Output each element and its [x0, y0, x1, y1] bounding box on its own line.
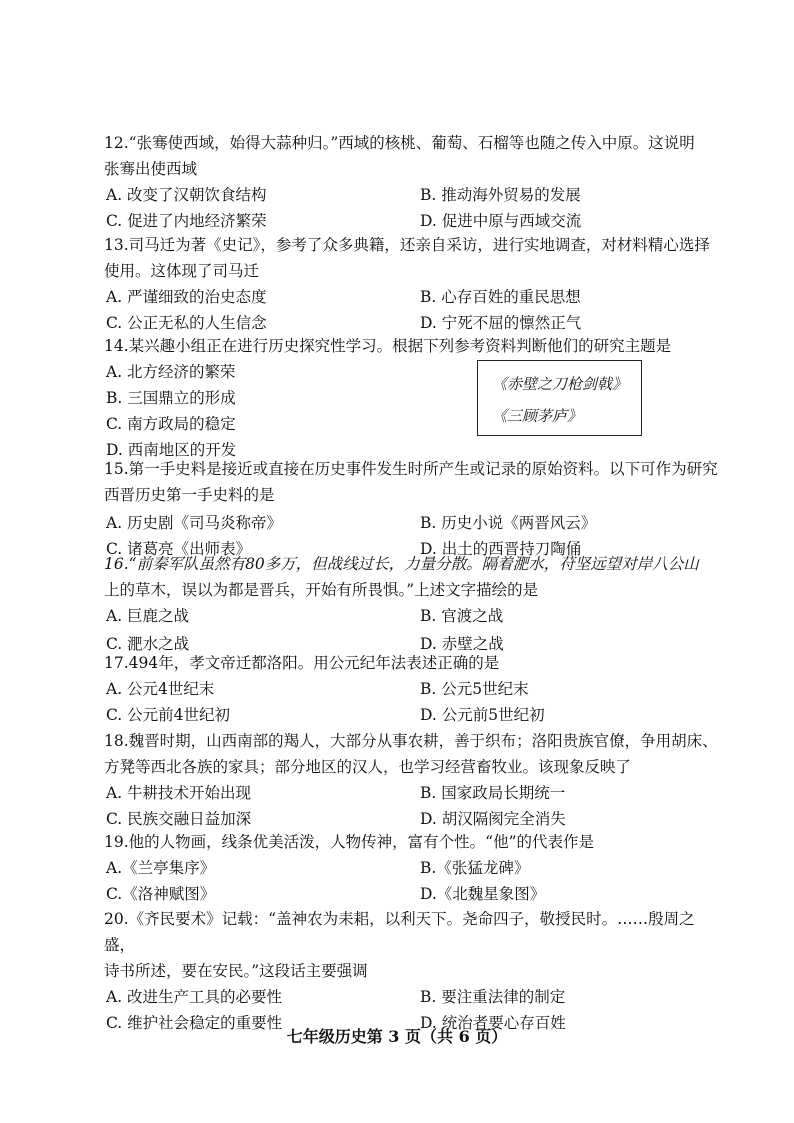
option-b[interactable]: B. 历史小说《两晋风云》 [420, 514, 597, 532]
option-d[interactable]: D. 公元前5世纪初 [420, 706, 545, 724]
option-d[interactable]: D. 出土的西晋持刀陶俑 [420, 540, 582, 558]
option-b[interactable]: B. 要注重法律的制定 [420, 988, 566, 1006]
question-17 [104, 650, 724, 724]
option-c[interactable]: C. 淝水之战 [106, 635, 190, 653]
option-a[interactable]: A. 改进生产工具的必要性 [106, 988, 283, 1006]
question-stem-line: 张骞出使西域 [104, 160, 198, 178]
reference-item: 《三顾茅庐》 [492, 407, 583, 425]
reference-materials-box [477, 360, 642, 436]
option-b[interactable]: B. 公元5世纪末 [420, 680, 529, 698]
option-a[interactable]: A. 巨鹿之战 [106, 607, 190, 625]
option-c[interactable]: C. 南方政局的稳定 [106, 415, 236, 433]
option-d[interactable]: D. 宁死不屈的懔然正气 [420, 314, 582, 332]
page-footer: 七年级历史第 3 页（共 6 页） [286, 1027, 508, 1046]
question-stem-line: 诗书所述，要在安民。”这段话主要强调 [104, 962, 368, 980]
option-a[interactable]: A. 改变了汉朝饮食结构 [106, 186, 267, 204]
option-b[interactable]: B.《张猛龙碑》 [420, 859, 530, 877]
question-20 [104, 906, 724, 1032]
question-19 [104, 829, 724, 903]
question-stem-line: 西晋历史第一手史料的是 [104, 486, 275, 504]
option-b[interactable]: B. 推动海外贸易的发展 [420, 186, 581, 204]
question-stem-line: 上的草木，误以为都是晋兵，开始有所畏惧。”上述文字描绘的是 [104, 581, 539, 599]
question-12 [104, 130, 724, 230]
question-stem-line: 15.第一手史料是接近或直接在历史事件发生时所产生或记录的原始资料。以下可作为研究 [104, 460, 718, 478]
option-d[interactable]: D. 胡汉隔阂完全消失 [420, 810, 566, 828]
option-c[interactable]: C. 维护社会稳定的重要性 [106, 1014, 283, 1032]
option-c[interactable]: C. 公正无私的人生信念 [106, 314, 267, 332]
option-d[interactable]: D. 西南地区的开发 [106, 441, 237, 459]
question-13 [104, 232, 724, 332]
question-stem-line: 20.《齐民要术》记载：“盖神农为耒耜，以利天下。尧命四子，敬授民时。……殷周之盛， [104, 910, 695, 954]
option-d[interactable]: D. 促进中原与西域交流 [420, 212, 582, 230]
option-c[interactable]: C.《洛神赋图》 [106, 885, 216, 903]
option-d[interactable]: D. 统治者要心存百姓 [420, 1014, 566, 1032]
option-d[interactable]: D. 赤壁之战 [420, 635, 504, 653]
option-c[interactable]: C. 民族交融日益加深 [106, 810, 252, 828]
option-a[interactable]: A. 北方经济的繁荣 [106, 363, 236, 381]
question-stem-line: 14.某兴趣小组正在进行历史探究性学习。根据下列参考资料判断他们的研究主题是 [104, 337, 672, 355]
question-stem-line: 16.“前秦军队虽然有80多万，但战线过长，力量分散。隔着淝水，苻坚远望对岸八公山 [104, 555, 699, 573]
question-stem-line: 使用。这体现了司马迁 [104, 262, 260, 280]
reference-item: 《赤壁之刀枪剑戟》 [492, 375, 628, 393]
option-b[interactable]: B. 国家政局长期统一 [420, 784, 566, 802]
option-c[interactable]: C. 促进了内地经济繁荣 [106, 212, 267, 230]
question-16 [104, 551, 724, 653]
option-d[interactable]: D.《北魏星象图》 [420, 885, 546, 903]
option-c[interactable]: C. 公元前4世纪初 [106, 706, 231, 724]
option-c[interactable]: C. 诸葛亮《出师表》 [106, 540, 252, 558]
question-stem-line: 12.“张骞使西域，始得大蒜种归。”西域的核桃、葡萄、石榴等也随之传入中原。这说明 [104, 134, 695, 152]
option-a[interactable]: A. 牛耕技术开始出现 [106, 784, 252, 802]
question-stem-line: 方凳等西北各族的家具；部分地区的汉人，也学习经营畜牧业。该现象反映了 [104, 758, 632, 776]
question-18 [104, 728, 724, 828]
option-b[interactable]: B. 三国鼎立的形成 [106, 389, 236, 407]
question-15 [104, 456, 724, 558]
option-b[interactable]: B. 心存百姓的重民思想 [420, 288, 581, 306]
question-stem-line: 19.他的人物画，线条优美活泼，人物传神，富有个性。“他”的代表作是 [104, 833, 595, 851]
option-b[interactable]: B. 官渡之战 [420, 607, 504, 625]
question-stem-line: 13.司马迁为著《史记》，参考了众多典籍，还亲自采访，进行实地调查，对材料精心选择 [104, 236, 710, 254]
option-a[interactable]: A. 历史剧《司马炎称帝》 [106, 514, 283, 532]
option-a[interactable]: A. 公元4世纪末 [106, 680, 215, 698]
option-a[interactable]: A.《兰亭集序》 [106, 859, 216, 877]
option-a[interactable]: A. 严谨细致的治史态度 [106, 288, 267, 306]
question-stem-line: 17.494年，孝文帝迁都洛阳。用公元纪年法表述正确的是 [104, 654, 500, 672]
question-stem-line: 18.魏晋时期，山西南部的羯人，大部分从事农耕，善于织布；洛阳贵族官僚，争用胡床、 [104, 732, 718, 750]
